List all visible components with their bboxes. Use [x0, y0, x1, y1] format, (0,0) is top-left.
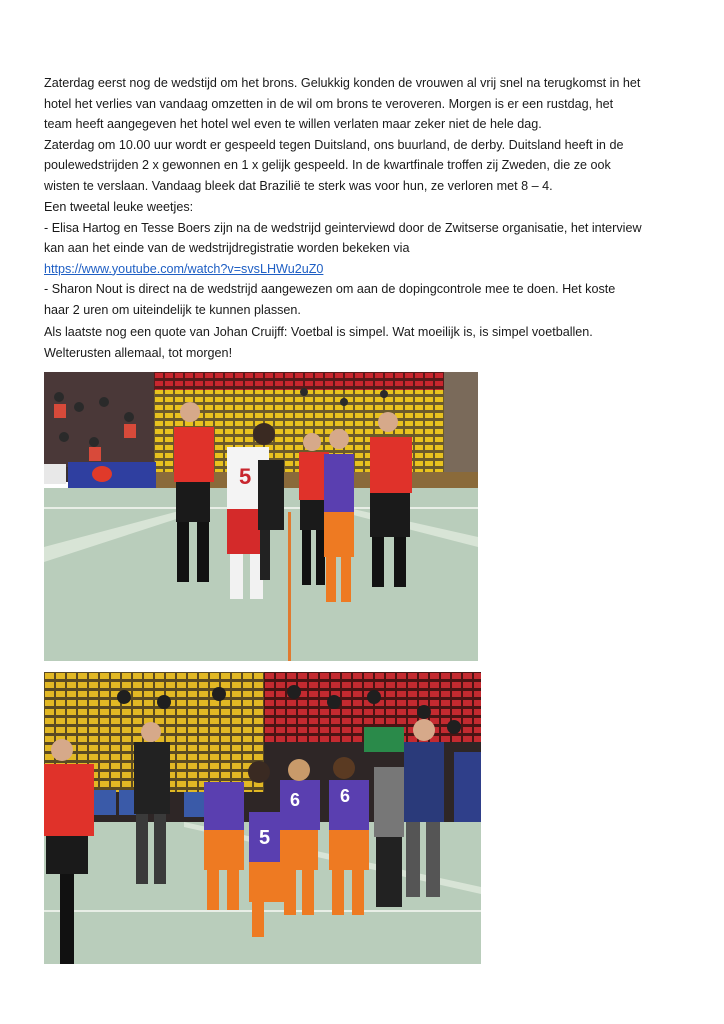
text-line: Een tweetal leuke weetjes:: [44, 200, 194, 214]
text-line: kan aan het einde van de wedstrijdregistratie worden bekeken via: [44, 241, 410, 256]
text-line: haar 2 uren om uiteindelijk te kunnen plassen.: [44, 302, 301, 317]
text-line: Als laatste nog een quote van Johan Cruijff: Voetbal is simpel. Wat moeilijk is, is simpel voetballen.: [44, 325, 593, 339]
kit-number: 5: [239, 464, 252, 489]
text-line: team heeft aangegeven het hotel wel even te willen verlaten maar zeker niet de hele dag.: [44, 117, 542, 132]
text-line: Zaterdag eerst nog de wedstijd om het brons. Gelukkig konden de vrouwen al vrij snel na terugkomst in het: [44, 76, 641, 90]
text-line: hotel het verlies van vandaag omzetten in de wil om brons te veroveren. Morgen is er een rustdag, het: [44, 96, 614, 111]
youtube-link[interactable]: https://www.youtube.com/watch?v=svsLHWu2uZ0: [44, 261, 324, 276]
kit-number: 5: [259, 827, 271, 849]
text-line: Welterusten allemaal, tot morgen!: [44, 345, 233, 360]
kit-number: 6: [340, 786, 351, 806]
text-line: Zaterdag om 10.00 uur wordt er gespeeld tegen Duitsland, ons buurland, de derby. Duitsland heeft in de: [44, 137, 624, 152]
match-photo-team-huddle: [44, 672, 481, 964]
text-line: - Sharon Nout is direct na de wedstrijd aangewezen om aan de dopingcontrole mee te doen. Het koste: [44, 282, 616, 297]
paragraph-weetjes: [44, 197, 694, 321]
kit-number: 6: [290, 790, 301, 810]
paragraph-closing: [44, 322, 694, 363]
text-line: wisten te verslaan. Vandaag bleek dat Brazilië te sterk was voor hun, ze verloren met 8 – 4.: [44, 178, 553, 193]
text-line: poulewedstrijden 2 x gewonnen en 1 x gelijk gespeeld. In de kwartfinale troffen zij Zweden, die ze ook: [44, 158, 611, 173]
text-line: - Elisa Hartog en Tesse Boers zijn na de wedstrijd geinterviewd door de Zwitserse organisatie, het interview: [44, 220, 642, 235]
match-photo-captains: [44, 372, 478, 661]
paragraph-intro: [44, 73, 694, 197]
